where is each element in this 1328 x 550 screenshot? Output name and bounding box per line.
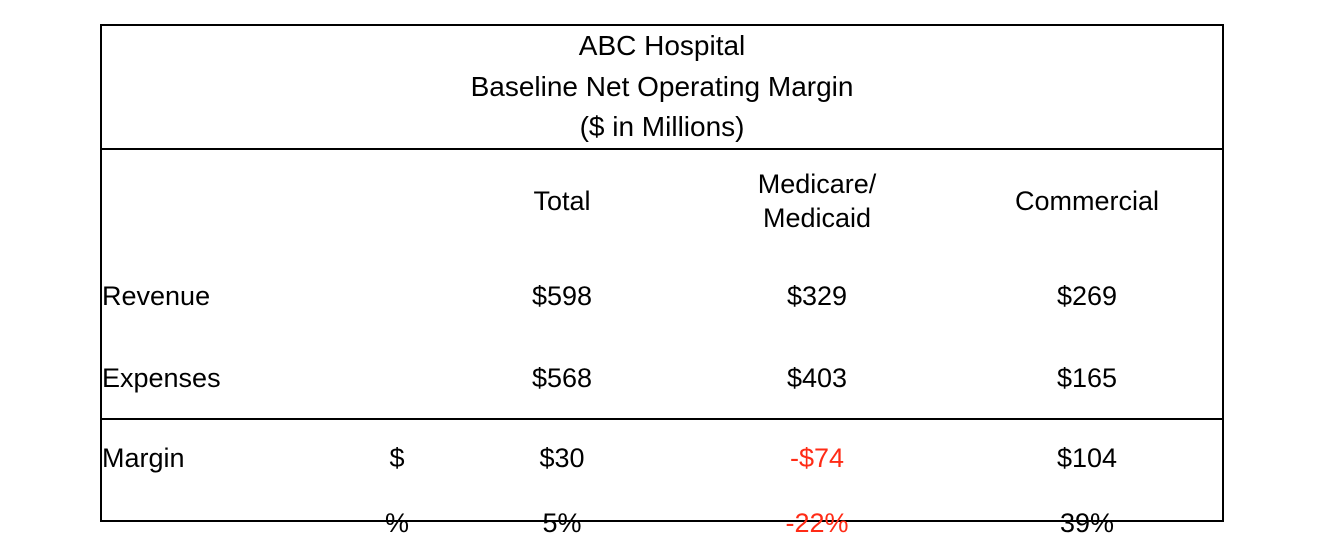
table-title-row (102, 26, 1222, 149)
row-unit-margin-dollars: $ (389, 442, 405, 473)
column-header-total: Total (533, 185, 591, 216)
cell-revenue-medicare-medicaid: $329 (786, 280, 848, 311)
table-row (102, 498, 1222, 550)
row-unit-margin-percent: % (384, 507, 409, 538)
financial-table (102, 26, 1222, 550)
financial-table-container (100, 24, 1224, 538)
cell-revenue-commercial: $269 (1056, 280, 1118, 311)
table-subtitle: Baseline Net Operating Margin (470, 70, 854, 102)
table-row (102, 419, 1222, 498)
row-unit-revenue (352, 254, 442, 340)
cell-margin-dollars-medicare-medicaid: -$74 (789, 442, 845, 473)
cell-margin-dollars-total: $30 (539, 442, 585, 473)
column-header-medicare-medicaid-line1: Medicare/ (757, 169, 877, 200)
table-title-cell (102, 26, 1222, 149)
row-label-revenue: Revenue (102, 280, 211, 311)
table-header-row (102, 149, 1222, 254)
column-header-unit (352, 149, 442, 254)
column-header-commercial: Commercial (1015, 185, 1160, 216)
row-unit-expenses (352, 340, 442, 419)
cell-expenses-medicare-medicaid: $403 (682, 340, 952, 419)
cell-margin-dollars-commercial: $104 (1056, 442, 1118, 473)
column-header-medicare-medicaid-line2: Medicaid (762, 202, 872, 233)
column-header-label (102, 149, 352, 254)
cell-revenue-total: $598 (531, 280, 593, 311)
column-header-medicare-medicaid (682, 149, 952, 254)
table-row (102, 254, 1222, 340)
table-row (102, 340, 1222, 419)
table-units-note: ($ in Millions) (579, 111, 745, 143)
cell-margin-percent-total: 5% (542, 507, 582, 538)
row-label-margin: Margin (102, 442, 185, 473)
cell-expenses-commercial: $165 (952, 340, 1222, 419)
cell-margin-percent-commercial: 39% (1060, 507, 1115, 538)
cell-expenses-total: $568 (442, 340, 682, 419)
table-title: ABC Hospital (578, 30, 746, 61)
row-label-expenses: Expenses (102, 340, 352, 419)
cell-margin-percent-medicare-medicaid: -22% (785, 507, 849, 538)
row-label-margin-percent (102, 498, 352, 550)
